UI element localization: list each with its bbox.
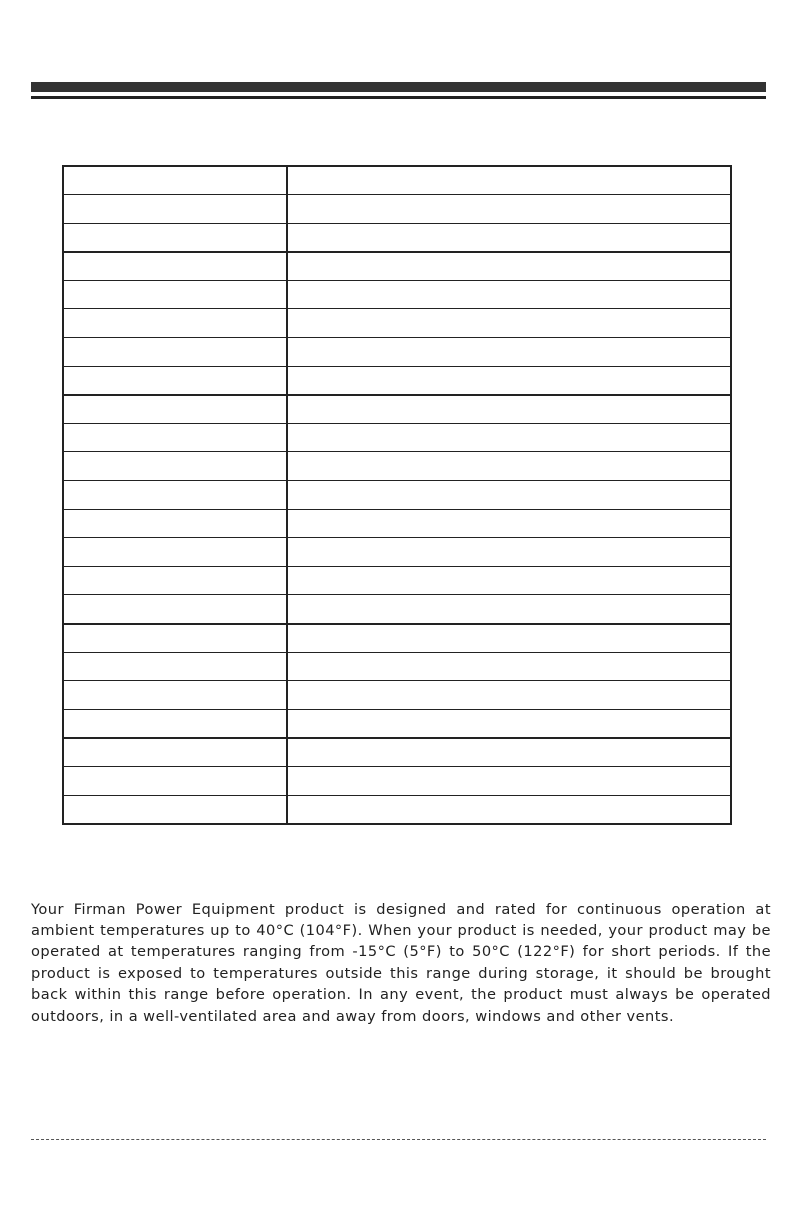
spec-label	[63, 652, 287, 681]
spec-value	[287, 195, 731, 224]
spec-label	[63, 538, 287, 567]
spec-value	[287, 252, 731, 281]
spec-label	[63, 166, 287, 195]
spec-value	[287, 681, 731, 710]
table-row	[63, 223, 731, 252]
spec-value	[287, 709, 731, 738]
spec-value	[287, 795, 731, 824]
table-row	[63, 252, 731, 281]
table-row	[63, 738, 731, 767]
spec-label	[63, 681, 287, 710]
table-row	[63, 766, 731, 795]
table-row	[63, 681, 731, 710]
spec-label	[63, 595, 287, 624]
spec-value	[287, 280, 731, 309]
spec-label	[63, 624, 287, 653]
header-rule-thick	[31, 82, 766, 92]
table-row	[63, 566, 731, 595]
spec-label	[63, 481, 287, 510]
spec-value	[287, 223, 731, 252]
spec-label	[63, 252, 287, 281]
spec-label	[63, 423, 287, 452]
specifications-table	[62, 165, 732, 825]
spec-label	[63, 795, 287, 824]
table-row	[63, 481, 731, 510]
spec-label	[63, 709, 287, 738]
table-row	[63, 795, 731, 824]
table-row	[63, 395, 731, 424]
spec-value	[287, 509, 731, 538]
table-row	[63, 338, 731, 367]
table-row	[63, 652, 731, 681]
spec-label	[63, 309, 287, 338]
spec-value	[287, 566, 731, 595]
spec-label	[63, 766, 287, 795]
table-row	[63, 509, 731, 538]
spec-label	[63, 223, 287, 252]
spec-label	[63, 338, 287, 367]
footer-dashed-rule	[31, 1139, 766, 1140]
spec-value	[287, 652, 731, 681]
spec-value	[287, 166, 731, 195]
table-row	[63, 195, 731, 224]
spec-value	[287, 452, 731, 481]
table-row	[63, 595, 731, 624]
spec-label	[63, 452, 287, 481]
table-row	[63, 624, 731, 653]
spec-value	[287, 309, 731, 338]
table-row	[63, 280, 731, 309]
table-row	[63, 709, 731, 738]
spec-label	[63, 195, 287, 224]
spec-label	[63, 509, 287, 538]
spec-value	[287, 395, 731, 424]
spec-value	[287, 538, 731, 567]
spec-value	[287, 338, 731, 367]
spec-label	[63, 366, 287, 395]
spec-label	[63, 280, 287, 309]
spec-value	[287, 481, 731, 510]
table-row	[63, 452, 731, 481]
spec-value	[287, 738, 731, 767]
table-row	[63, 423, 731, 452]
spec-value	[287, 624, 731, 653]
table-row	[63, 166, 731, 195]
table-row	[63, 309, 731, 338]
spec-value	[287, 366, 731, 395]
spec-value	[287, 423, 731, 452]
header-rule-thin	[31, 96, 766, 99]
table-row	[63, 366, 731, 395]
table-row	[63, 538, 731, 567]
operating-temperature-paragraph: Your Firman Power Equipment product is designed and rated for continuous operation at ambient temperatures up to 40°C (104°F). When your product is needed, your product may be operated at temperatures ranging from -15°C (5°F) to 50°C (122°F) for short periods. If the product is exposed to temperatures outside this range during storage, it should be brought back within this range before operation. In any event, the product must always be operated outdoors, in a well-ventilated area and away from doors, windows and other vents.	[31, 900, 771, 1025]
spec-value	[287, 595, 731, 624]
spec-label	[63, 738, 287, 767]
spec-value	[287, 766, 731, 795]
spec-label	[63, 395, 287, 424]
spec-label	[63, 566, 287, 595]
